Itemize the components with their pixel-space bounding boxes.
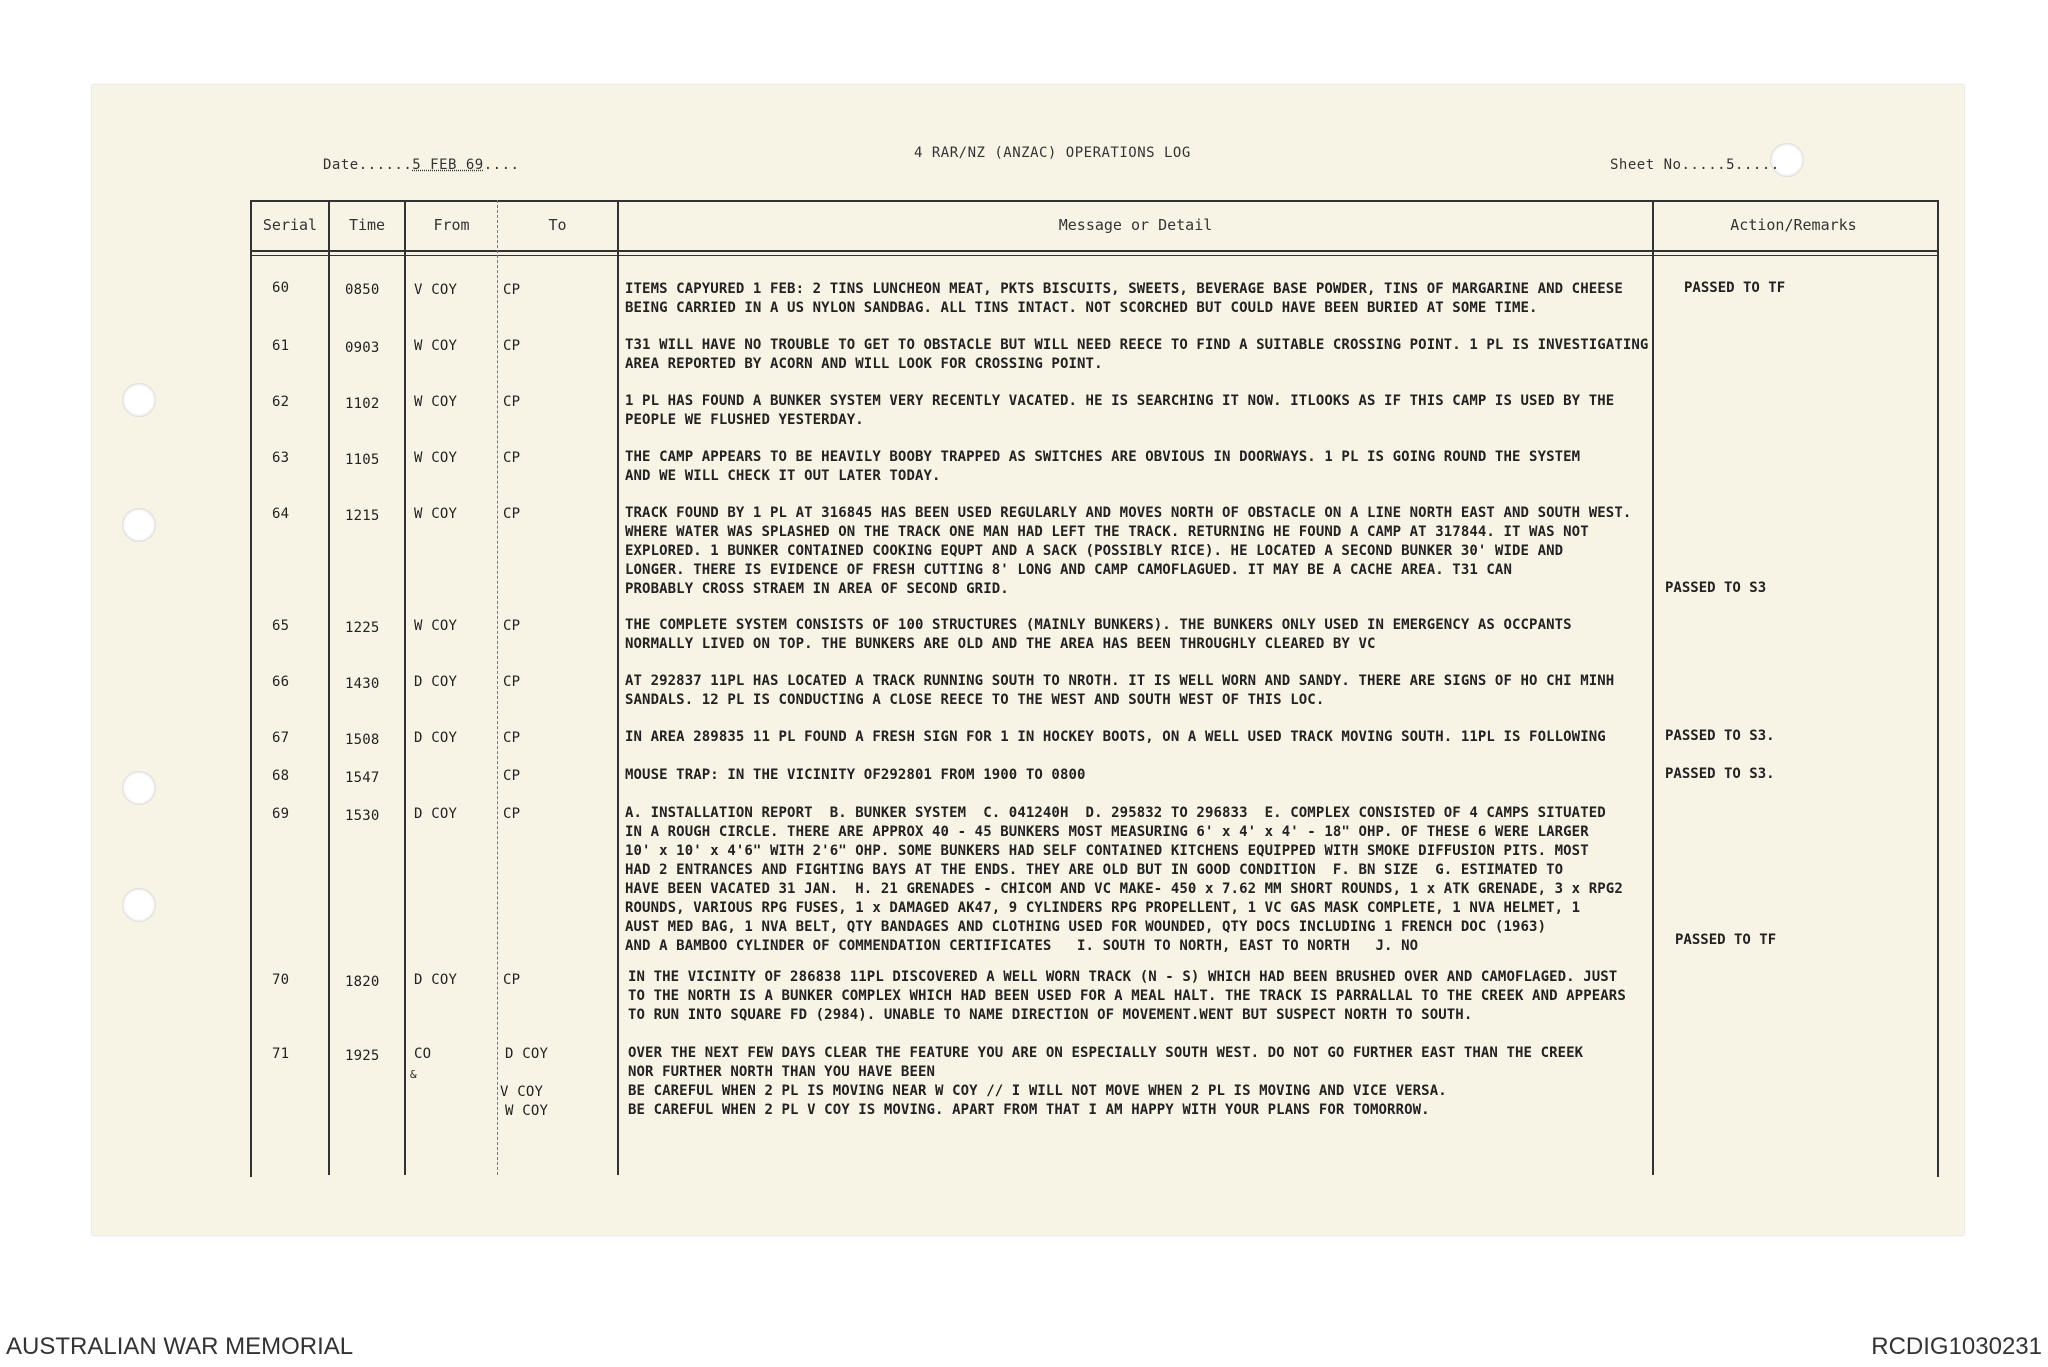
message-line: AUST MED BAG, 1 NVA BELT, QTY BANDAGES AND CLOTHING USED FOR WOUNDED, QTY DOCS INCLUDING 1 FRENCH DOC (1963) [625,919,1547,935]
row-from: D COY [414,806,458,822]
row-time: 1430 [345,676,380,692]
column-header-serial: Serial [262,216,318,234]
row-serial: 65 [272,618,290,634]
row-from: D COY [414,972,458,988]
header-rule [250,250,1939,252]
message-line: LONGER. THERE IS EVIDENCE OF FRESH CUTTING 8' LONG AND CAMP CAMOFLAGUED. IT MAY BE A CACHE AREA. T31 CAN [625,562,1512,578]
message-line: HAD 2 ENTRANCES AND FIGHTING BAYS AT THE ENDS. THEY ARE OLD BUT IN GOOD CONDITION F. BN SIZE G. ESTIMATED TO [625,862,1564,878]
message-line: BEING CARRIED IN A US NYLON SANDBAG. ALL TINS INTACT. NOT SCORCHED BUT COULD HAVE BEEN BURIED AT SOME TIME. [625,300,1538,316]
row-serial: 69 [272,806,290,822]
row-action: PASSED TO S3. [1665,728,1775,744]
message-line: NOR FURTHER NORTH THAN YOU HAVE BEEN [628,1064,936,1080]
row-to: CP [503,618,521,634]
row-time: 1547 [345,770,380,786]
message-line: IN A ROUGH CIRCLE. THERE ARE APPROX 40 - 45 BUNKERS MOST MEASURING 6' x 4' x 4' - 18" OHP. OF THESE 6 WERE LARGER [625,824,1589,840]
row-serial: 64 [272,506,290,522]
row-to: CP [503,768,521,784]
row-from: W COY [414,338,458,354]
row-action: PASSED TO TF [1684,280,1786,296]
message-line: BE CAREFUL WHEN 2 PL IS MOVING NEAR W COY // I WILL NOT MOVE WHEN 2 PL IS MOVING AND VICE VERSA. [628,1083,1447,1099]
row-serial: 60 [272,280,290,296]
message-line: WHERE WATER WAS SPLASHED ON THE TRACK ONE MAN HAD LEFT THE TRACK. RETURNING HE FOUND A CAMP AT 317844. IT WAS NOT [625,524,1589,540]
row-message [625,672,1614,710]
row-time: 1530 [345,808,380,824]
row-to: CP [503,450,521,466]
column-header-message: Message or Detail [1058,216,1213,234]
date-value: 5 FEB 69 [412,157,484,173]
row-to: CP [503,394,521,410]
message-line: HAVE BEEN VACATED 31 JAN. H. 21 GRENADES - CHICOM AND VC MAKE- 450 x 7.62 MM SHORT ROUNDS, 1 x ATK GRENADE, 3 x RPG2 [625,881,1623,897]
row-time: 0850 [345,282,380,298]
row-to: CP [503,338,521,354]
row-time: 1820 [345,974,380,990]
message-line: NORMALLY LIVED ON TOP. THE BUNKERS ARE OLD AND THE AREA HAS BEEN THROUGHLY CLEARED BY VC [625,636,1376,652]
footer-id: RCDIG1030231 [1871,1333,2042,1360]
row-time: 1102 [345,396,380,412]
row-serial: 62 [272,394,290,410]
row-message [625,392,1614,430]
date-label: Date [323,157,359,173]
row-message [625,336,1648,374]
row-to: D COY [505,1046,549,1062]
header-rule-lower [250,255,1939,256]
row-serial: 70 [272,972,290,988]
row-from: W COY [414,506,458,522]
column-header-to: To [548,216,567,234]
message-line: AT 292837 11PL HAS LOCATED A TRACK RUNNING SOUTH TO NROTH. IT IS WELL WORN AND SANDY. THERE ARE SIGNS OF HO CHI MINH [625,673,1615,689]
row-action: PASSED TO TF [1675,932,1777,948]
row-to: CP [503,282,521,298]
row-action: PASSED TO S3. [1665,766,1775,782]
row-serial: 71 [272,1046,290,1062]
row-message [625,448,1580,486]
binder-hole [122,771,156,805]
column-header-from: From [433,216,470,234]
message-line: OVER THE NEXT FEW DAYS CLEAR THE FEATURE YOU ARE ON ESPECIALLY SOUTH WEST. DO NOT GO FURTHER EAST THAN THE CREEK [628,1045,1584,1061]
message-line: PEOPLE WE FLUSHED YESTERDAY. [625,412,864,428]
column-divider [1652,200,1654,1175]
column-divider [404,200,406,1175]
message-line: IN AREA 289835 11 PL FOUND A FRESH SIGN FOR 1 IN HOCKEY BOOTS, ON A WELL USED TRACK MOVING SOUTH. 11PL IS FOLLOWING [625,729,1606,745]
column-header-time: Time [348,216,386,234]
message-line: PROBABLY CROSS STRAEM IN AREA OF SECOND GRID. [625,581,1009,597]
message-line: MOUSE TRAP: IN THE VICINITY OF292801 FROM 1900 TO 0800 [625,767,1086,783]
message-line: SANDALS. 12 PL IS CONDUCTING A CLOSE REECE TO THE WEST AND SOUTH WEST OF THIS LOC. [625,692,1325,708]
row-from: W COY [414,394,458,410]
row-serial: 61 [272,338,290,354]
column-header-action: Action/Remarks [1730,216,1857,234]
message-line: TO THE NORTH IS A BUNKER COMPLEX WHICH HAD BEEN USED FOR A MEAL HALT. THE TRACK IS PARRALLAL TO THE CREEK AND APPEARS [628,988,1626,1004]
row-time: 1225 [345,620,380,636]
message-line: 10' x 10' x 4'6" WITH 2'6" OHP. SOME BUNKERS HAD SELF CONTAINED KITCHENS EQUIPPED WITH SMOKE DIFFUSION PITS. MOST [625,843,1589,859]
binder-hole [122,508,156,542]
column-divider [617,200,619,1175]
message-line: THE CAMP APPEARS TO BE HEAVILY BOOBY TRAPPED AS SWITCHES ARE OBVIOUS IN DOORWAYS. 1 PL IS GOING ROUND THE SYSTEM [625,449,1581,465]
row-message [625,728,1606,747]
page-title: 4 RAR/NZ (ANZAC) OPERATIONS LOG [914,145,1191,161]
message-line: TRACK FOUND BY 1 PL AT 316845 HAS BEEN USED REGULARLY AND MOVES NORTH OF OBSTACLE ON A LINE NORTH EAST AND SOUTH WEST. [625,505,1632,521]
message-line: THE COMPLETE SYSTEM CONSISTS OF 100 STRUCTURES (MAINLY BUNKERS). THE BUNKERS ONLY USED IN EMERGENCY AS OCCPANTS [625,617,1572,633]
row-serial: 66 [272,674,290,690]
row-to: CP [503,506,521,522]
sheet-label: Sheet No [1610,157,1682,173]
row-serial: 63 [272,450,290,466]
row-time: 1105 [345,452,380,468]
column-divider [497,200,498,1175]
row-from: D COY [414,730,458,746]
message-line: AND WE WILL CHECK IT OUT LATER TODAY. [625,468,941,484]
message-line: 1 PL HAS FOUND A BUNKER SYSTEM VERY RECENTLY VACATED. HE IS SEARCHING IT NOW. ITLOOKS AS IF THIS CAMP IS USED BY THE [625,393,1615,409]
date-field: Date......5 FEB 69.... [323,157,520,173]
message-line: A. INSTALLATION REPORT B. BUNKER SYSTEM C. 041240H D. 295832 TO 296833 E. COMPLEX CONSISTED OF 4 CAMPS SITUATED [625,805,1606,821]
row-message [625,766,1086,785]
row-from: D COY [414,674,458,690]
message-line: TO RUN INTO SQUARE FD (2984). UNABLE TO NAME DIRECTION OF MOVEMENT.WENT BUT SUSPECT NORTH TO SOUTH. [628,1007,1473,1023]
sheet-number-field: Sheet No.....5..... [1610,157,1780,173]
message-line: T31 WILL HAVE NO TROUBLE TO GET TO OBSTACLE BUT WILL NEED REECE TO FIND A SUITABLE CROSSING POINT. 1 PL IS INVESTIGATING [625,337,1649,353]
sheet-value: 5 [1726,157,1736,173]
row-to: CP [503,730,521,746]
message-line: EXPLORED. 1 BUNKER CONTAINED COOKING EQUPT AND A SACK (POSSIBLY RICE). HE LOCATED A SECOND BUNKER 30' WIDE AND [625,543,1564,559]
message-line: ITEMS CAPYURED 1 FEB: 2 TINS LUNCHEON MEAT, PKTS BISCUITS, SWEETS, BEVERAGE BASE POWDER, TINS OF MARGARINE AND CHEESE [625,281,1623,297]
row-message [625,804,1623,956]
binder-hole [122,383,156,417]
footer-source: AUSTRALIAN WAR MEMORIAL [6,1333,354,1360]
row-message [625,616,1572,654]
row-time: 1925 [345,1048,380,1064]
row-to: CP [503,972,521,988]
row-from-extra: & [410,1068,417,1081]
message-line: AREA REPORTED BY ACORN AND WILL LOOK FOR CROSSING POINT. [625,356,1103,372]
message-line: AND A BAMBOO CYLINDER OF COMMENDATION CERTIFICATES I. SOUTH TO NORTH, EAST TO NORTH J. NO [625,938,1419,954]
row-serial: 68 [272,768,290,784]
row-from: W COY [414,450,458,466]
row-to-extra: W COY [505,1103,549,1119]
message-line: IN THE VICINITY OF 286838 11PL DISCOVERED A WELL WORN TRACK (N - S) WHICH HAD BEEN BRUSHED OVER AND CAMOFLAGED. JUST [628,969,1618,985]
row-time: 1508 [345,732,380,748]
message-line: BE CAREFUL WHEN 2 PL V COY IS MOVING. APART FROM THAT I AM HAPPY WITH YOUR PLANS FOR TOMORROW. [628,1102,1430,1118]
row-time: 0903 [345,340,380,356]
row-from: W COY [414,618,458,634]
row-action: PASSED TO S3 [1665,580,1767,596]
row-time: 1215 [345,508,380,524]
row-to: CP [503,674,521,690]
row-message [625,504,1631,599]
row-to-extra: V COY [500,1084,544,1100]
row-from: V COY [414,282,458,298]
row-from: CO [414,1046,432,1062]
row-message [628,1044,1583,1120]
row-message [625,280,1623,318]
row-to: CP [503,806,521,822]
row-serial: 67 [272,730,290,746]
column-divider [328,200,330,1175]
row-message [628,968,1626,1025]
message-line: ROUNDS, VARIOUS RPG FUSES, 1 x DAMAGED AK47, 9 CYLINDERS RPG PROPELLENT, 1 VC GAS MASK COMPLETE, 1 NVA HELMET, 1 [625,900,1581,916]
binder-hole [122,888,156,922]
